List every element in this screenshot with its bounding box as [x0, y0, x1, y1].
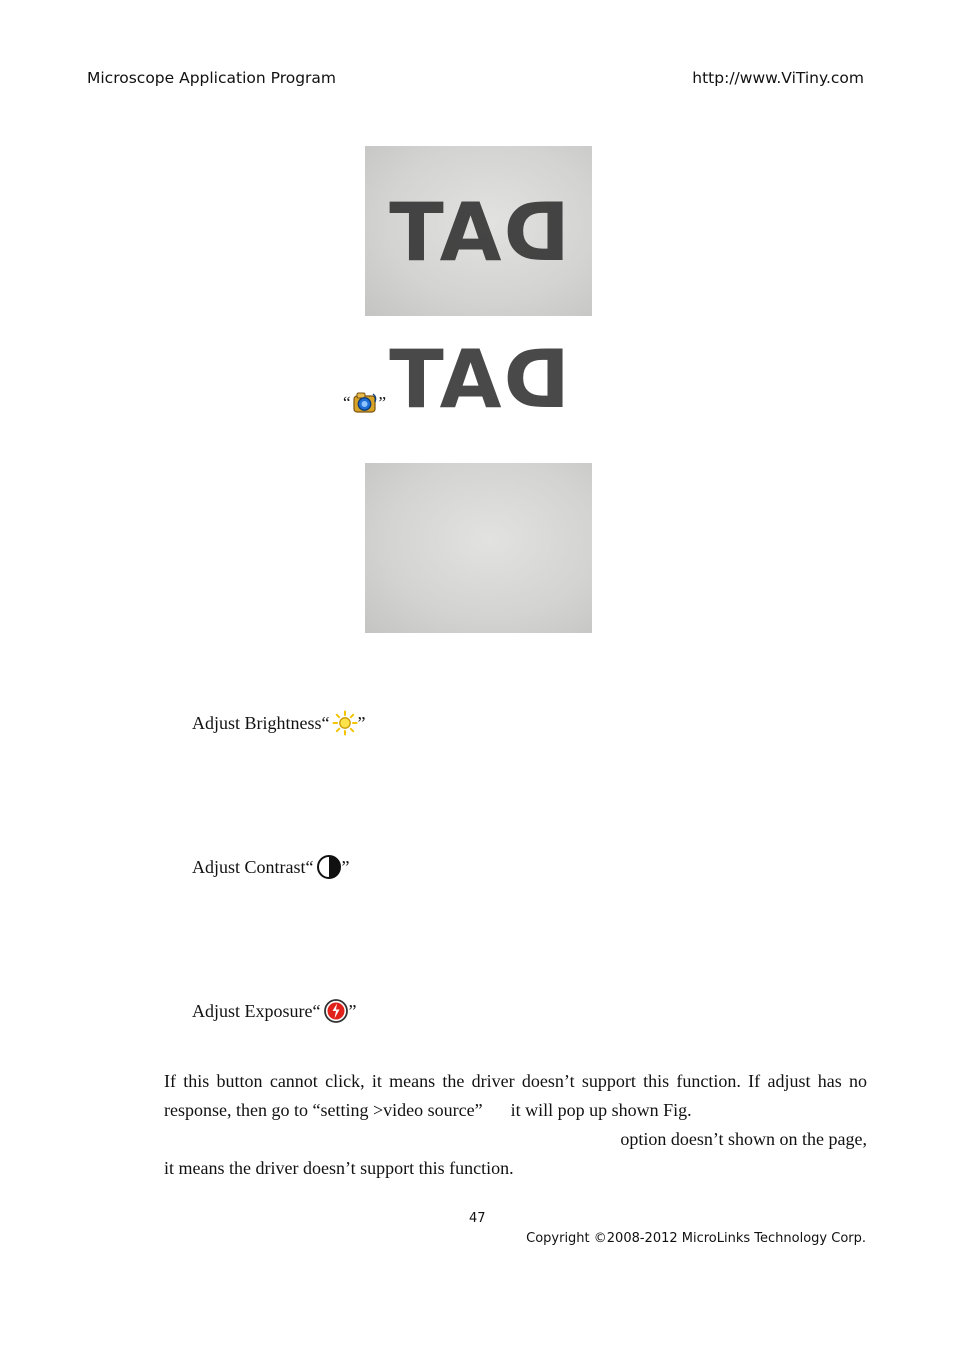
driver-support-paragraph	[164, 1067, 867, 1183]
camera-flip-icon	[351, 390, 379, 416]
brightness-control-label: Adjust Brightness “ ”	[192, 710, 366, 736]
exposure-icon	[323, 998, 349, 1024]
contrast-icon	[316, 854, 342, 880]
photo2-text: DAT	[387, 333, 570, 426]
sun-icon	[332, 710, 358, 736]
paragraph-line-4: it means the driver doesn’t support this function.	[164, 1158, 514, 1178]
header-url[interactable]: http://www.ViTiny.com	[692, 69, 864, 87]
brightness-label-text: Adjust Brightness	[192, 712, 322, 733]
open-quote: “	[343, 393, 351, 412]
copyright-notice: Copyright ©2008-2012 MicroLinks Technology Corp.	[526, 1231, 866, 1246]
close-quote: ”	[378, 393, 387, 412]
paragraph-line-3: option doesn’t shown on the page,	[620, 1129, 867, 1149]
contrast-label-text: Adjust Contrast	[192, 856, 306, 877]
exposure-control-label: Adjust Exposure “ ”	[192, 998, 357, 1024]
exposure-label-text: Adjust Exposure	[192, 1000, 313, 1021]
flip-button-reference	[343, 390, 386, 416]
paragraph-line-2: response, then go to “setting >video source” it will pop up shown Fig.	[164, 1100, 692, 1120]
header-title: Microscope Application Program	[87, 69, 337, 87]
microscope-image-flipped	[365, 333, 592, 633]
microscope-image-mirrored	[365, 146, 592, 316]
paragraph-line-1: If this button cannot click, it means the driver doesn’t support this function. If adjust has no	[164, 1071, 867, 1091]
contrast-control-label: Adjust Contrast “ ”	[192, 854, 350, 880]
page-number: 47	[469, 1211, 486, 1226]
photo1-text: DAT	[387, 186, 570, 279]
